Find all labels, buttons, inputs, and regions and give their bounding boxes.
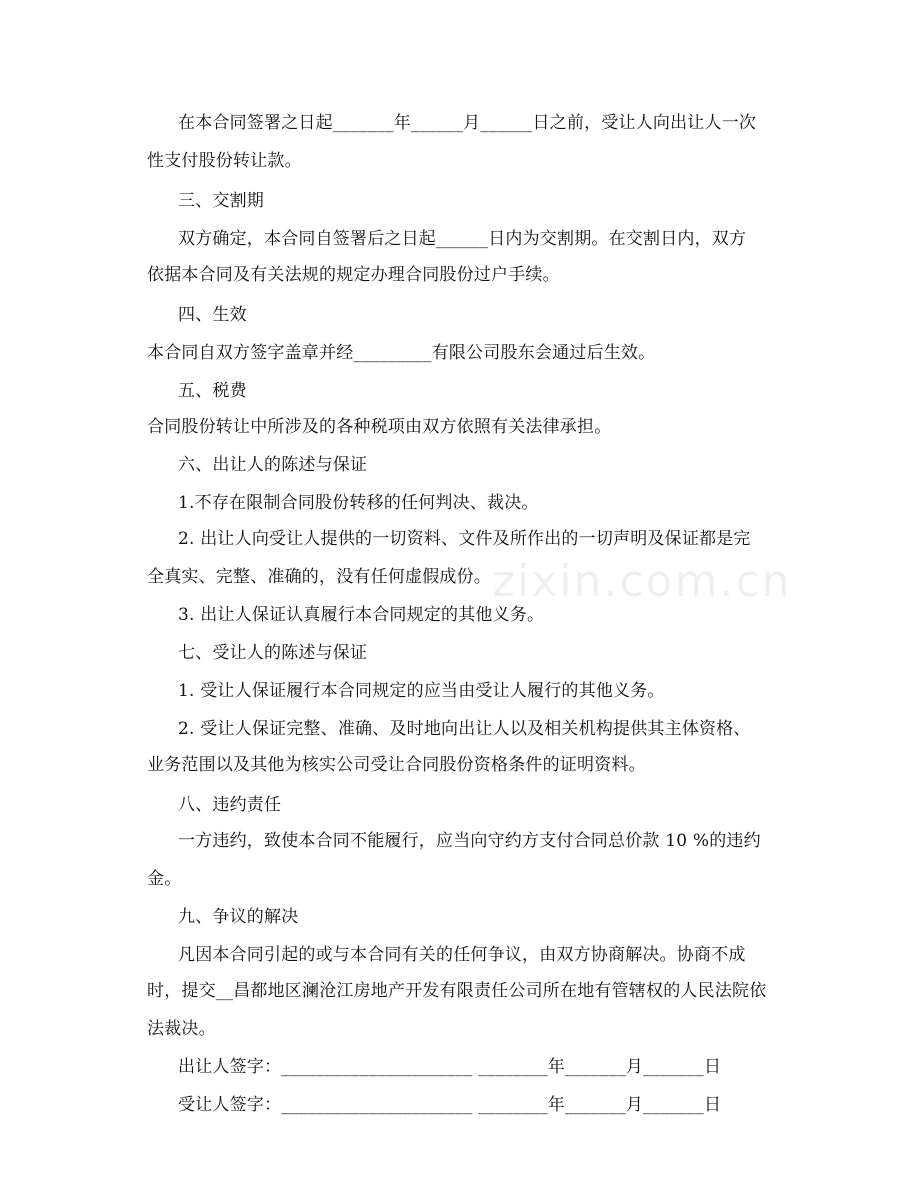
transferor-item-1: 1.不存在限制合同股份转移的任何判决、裁决。 <box>178 493 539 513</box>
paragraph-payment-line-1: 在本合同签署之日起_______年______月______日之前，受让人向出让人一次 <box>178 113 757 133</box>
section-heading-dispute: 九、争议的解决 <box>178 907 299 927</box>
section-heading-effect: 四、生效 <box>178 305 247 325</box>
paragraph-effect: 本合同自双方签字盖章并经_________有限公司股东会通过后生效。 <box>147 343 656 363</box>
paragraph-payment-line-2: 性支付股份转让款。 <box>147 151 302 171</box>
transferee-item-2-line-1: 2. 受让人保证完整、准确、及时地向出让人以及相关机构提供其主体资格、 <box>178 719 751 739</box>
section-heading-transferor: 六、出让人的陈述与保证 <box>178 455 368 475</box>
section-heading-transferee: 七、受让人的陈述与保证 <box>178 643 368 663</box>
watermark: zixin.com.cn <box>492 556 792 607</box>
transferee-item-2-line-2: 业务范围以及其他为核实公司受让合同股份资格条件的证明资料。 <box>147 755 646 775</box>
section-heading-tax: 五、税费 <box>178 381 247 401</box>
signature-transferee: 受让人签字：______________________ ________年_______月_______日 <box>178 1095 722 1115</box>
paragraph-tax: 合同股份转让中所涉及的各种税项由双方依照有关法律承担。 <box>147 417 612 437</box>
paragraph-delivery-line-1: 双方确定，本合同自签署后之日起______日内为交割期。在交割日内，双方 <box>178 229 747 249</box>
paragraph-delivery-line-2: 依据本合同及有关法规的规定办理合同股份过户手续。 <box>147 265 560 285</box>
transferor-item-2-line-1: 2. 出让人向受让人提供的一切资料、文件及所作出的一切声明及保证都是完 <box>178 529 751 549</box>
paragraph-breach-line-2: 金。 <box>147 869 182 889</box>
section-heading-breach: 八、违约责任 <box>178 795 282 815</box>
paragraph-breach-line-1: 一方违约，致使本合同不能履行，应当向守约方支付合同总价款 10 %的违约 <box>178 831 761 851</box>
transferee-item-1: 1. 受让人保证履行本合同规定的应当由受让人履行的其他义务。 <box>178 681 665 701</box>
transferor-item-2-line-2: 全真实、完整、准确的，没有任何虚假成份。 <box>147 567 491 587</box>
section-heading-delivery: 三、交割期 <box>178 191 264 211</box>
signature-transferor: 出让人签字：______________________ ________年_______月_______日 <box>178 1057 722 1077</box>
paragraph-dispute-line-1: 凡因本合同引起的或与本合同有关的任何争议，由双方协商解决。协商不成 <box>178 945 746 965</box>
paragraph-dispute-line-2: 时，提交__昌都地区澜沧江房地产开发有限责任公司所在地有管辖权的人民法院依 <box>147 981 767 1001</box>
transferor-item-3: 3. 出让人保证认真履行本合同规定的其他义务。 <box>178 605 545 625</box>
paragraph-dispute-line-3: 法裁决。 <box>147 1019 216 1039</box>
